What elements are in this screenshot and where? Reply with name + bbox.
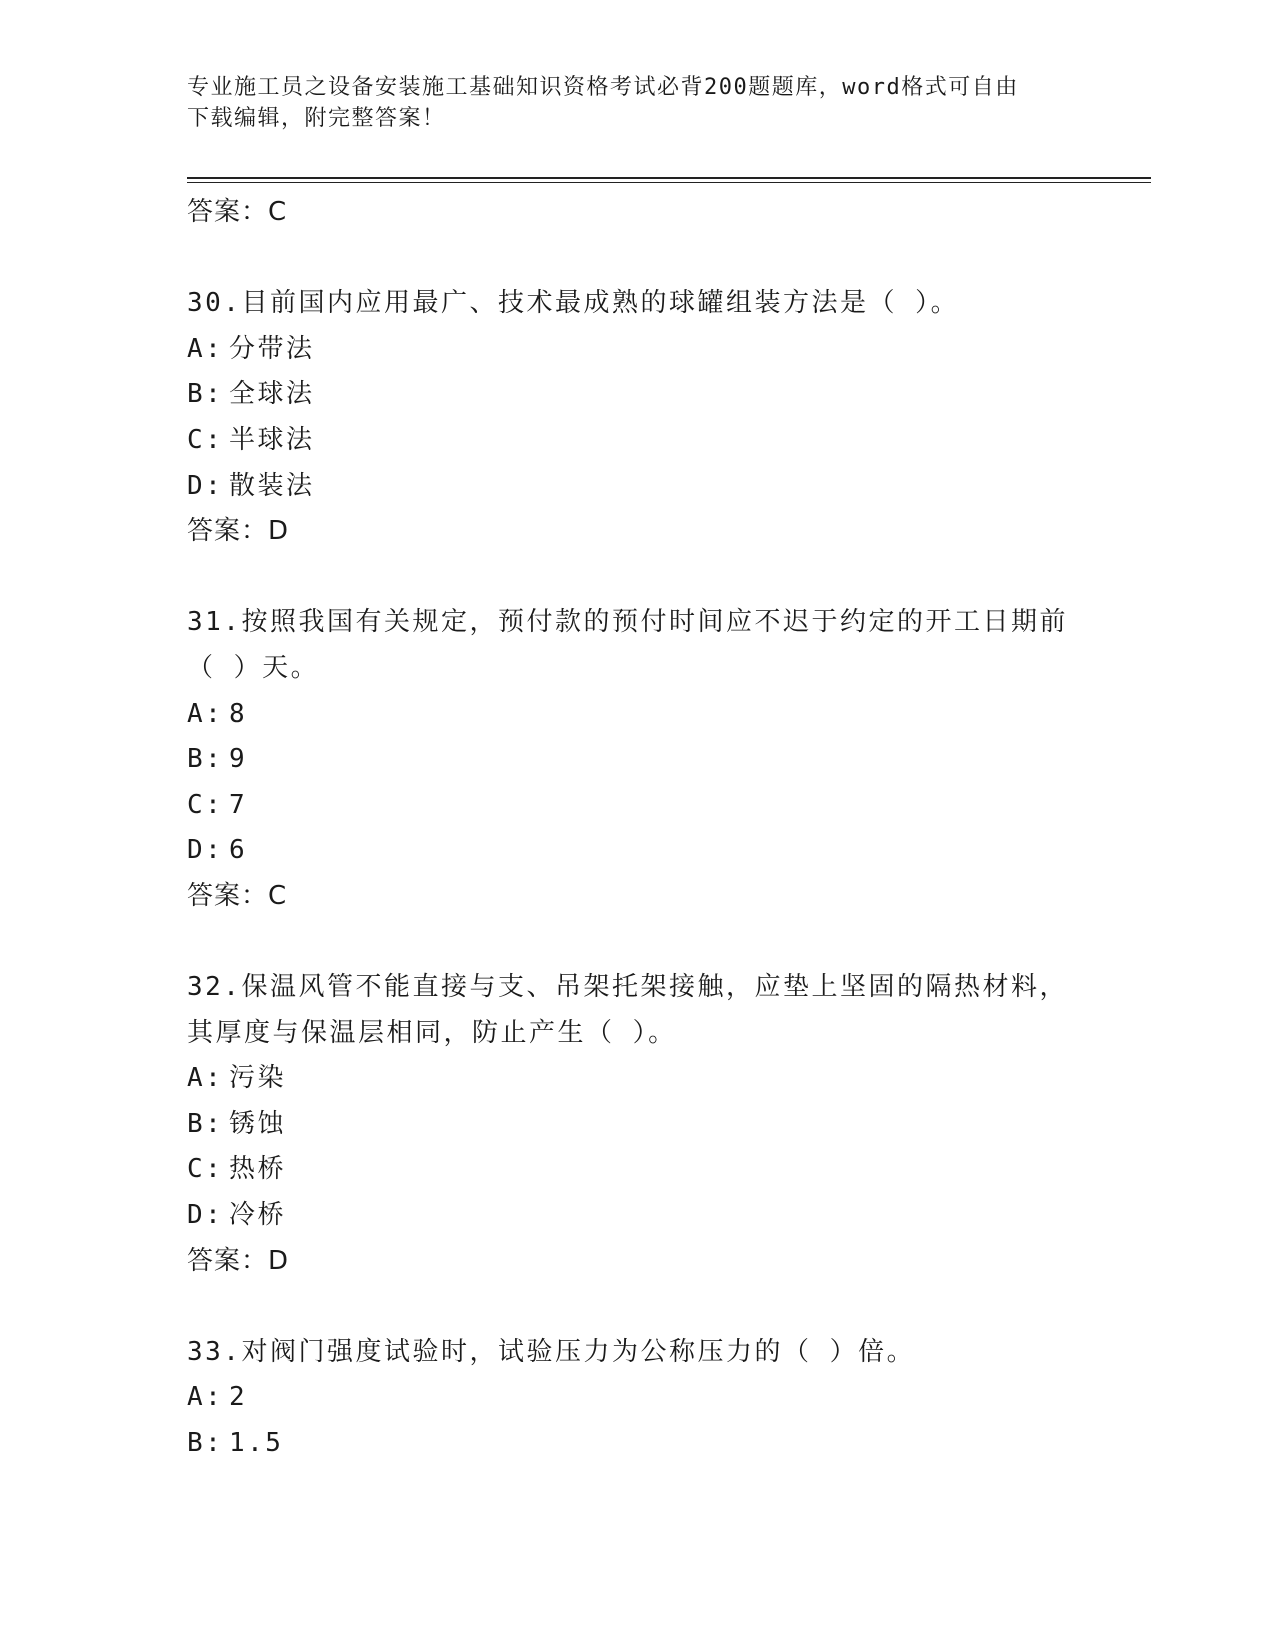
option-letter: B: [187,1108,224,1139]
answer-text: 答案：D [187,516,290,547]
question-list [187,190,1107,1467]
option-b [187,1421,1107,1467]
question-text: 31.按照我国有关规定，预付款的预付时间应不迟于约定的开工日期前 [187,607,1068,638]
option-text: 7 [229,789,248,820]
question-block [187,281,1107,555]
option-text: 冷桥 [229,1200,287,1231]
option-c [187,783,1107,829]
question-block [187,965,1107,1284]
option-text: 1.5 [229,1428,284,1459]
option-text: 锈蚀 [229,1108,287,1139]
option-text: 8 [229,698,248,729]
option-a [187,1375,1107,1421]
option-text: 2 [229,1382,248,1413]
document-header [187,72,1067,134]
header-line-1: 专业施工员之设备安装施工基础知识资格考试必背200题题库，word格式可自由 [187,75,1019,100]
option-a [187,1056,1107,1102]
header-line-2: 下载编辑，附完整答案！ [187,106,446,131]
question-text-continued: （ ）天。 [187,652,320,683]
option-d [187,464,1107,510]
question-block [187,1330,1107,1467]
spacer [187,1284,1107,1330]
option-c [187,1147,1107,1193]
option-letter: C: [187,1154,224,1185]
option-letter: C: [187,789,224,820]
option-a [187,327,1107,373]
question-block [187,600,1107,919]
option-text: 9 [229,744,248,775]
option-c [187,418,1107,464]
option-text: 热桥 [229,1154,287,1185]
option-b [187,737,1107,783]
option-b [187,372,1107,418]
option-letter: B: [187,1428,224,1459]
answer-text: 答案：C [187,880,288,911]
spacer [187,920,1107,966]
option-d [187,828,1107,874]
option-letter: D: [187,470,224,501]
question-text: 32.保温风管不能直接与支、吊架托架接触，应垫上坚固的隔热材料， [187,972,1068,1003]
header-rule-thick [187,177,1151,179]
previous-answer: 答案：C [187,197,288,227]
answer-text: 答案：D [187,1245,290,1276]
option-letter: C: [187,424,224,455]
option-text: 污染 [229,1063,287,1094]
question-text: 33.对阀门强度试验时，试验压力为公称压力的（ ）倍。 [187,1336,916,1367]
option-text: 半球法 [229,424,315,455]
option-letter: A: [187,1063,224,1094]
option-d [187,1193,1107,1239]
option-letter: A: [187,333,224,364]
option-letter: D: [187,1200,224,1231]
option-letter: B: [187,379,224,410]
header-rule-thin [187,182,1151,183]
option-letter: B: [187,744,224,775]
spacer [187,236,1107,282]
option-letter: A: [187,1382,224,1413]
question-text-continued: 其厚度与保温层相同，防止产生（ ）。 [187,1017,677,1048]
option-text: 6 [229,835,248,866]
option-text: 全球法 [229,379,315,410]
question-text: 30.目前国内应用最广、技术最成熟的球罐组装方法是（ ）。 [187,288,960,319]
option-text: 分带法 [229,333,315,364]
option-a [187,692,1107,738]
option-text: 散装法 [229,470,315,501]
option-letter: D: [187,835,224,866]
option-letter: A: [187,698,224,729]
spacer [187,555,1107,601]
option-b [187,1102,1107,1148]
